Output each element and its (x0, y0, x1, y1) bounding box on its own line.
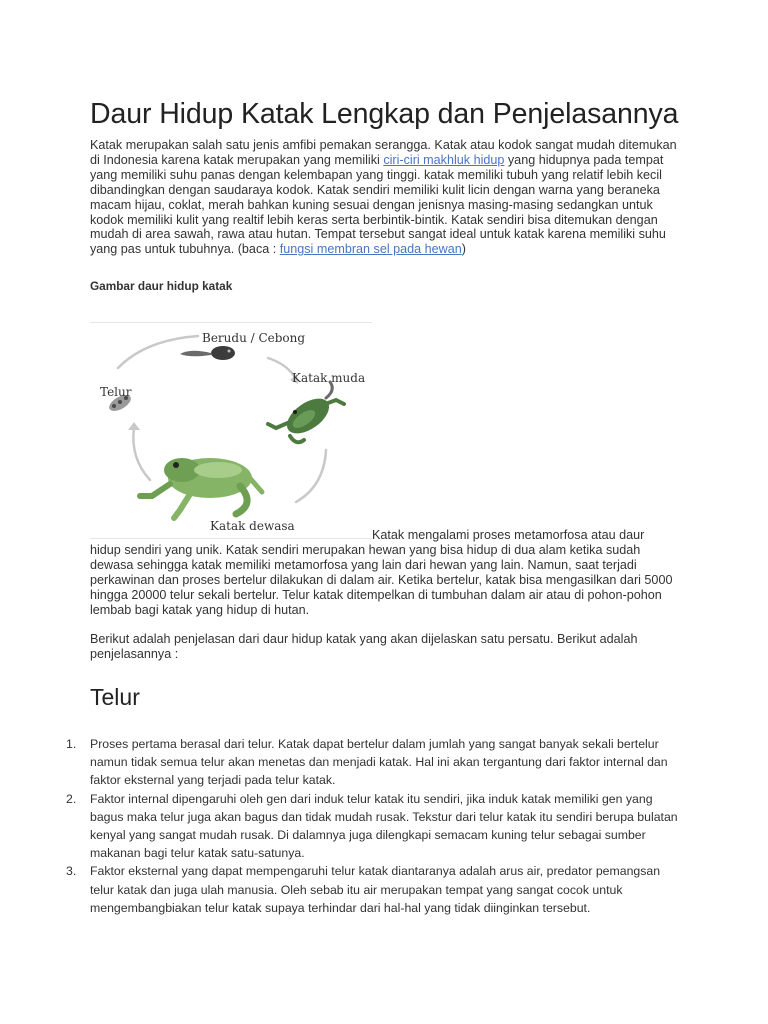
young-frog-icon (268, 382, 344, 442)
list-number: 3. (66, 864, 77, 879)
list-item (66, 735, 686, 790)
intro-paragraph (90, 138, 685, 257)
label-tadpole: Berudu / Cebong (202, 331, 306, 345)
figure-caption: Gambar daur hidup katak (90, 279, 233, 293)
intro-text-1: Katak merupakan salah satu jenis amfibi pemakan serangga. Katak atau kodok sangat mudah ditemukan di Indonesia karena katak merupakan yang memiliki (90, 138, 677, 167)
intro-text-2: yang hidupnya pada tempat yang memiliki suhu panas dengan kelembapan yang tinggi. katak memiliki tubuh yang relatif lebih kecil dibandingkan dengan saudaraya kodok. Katak sendiri memiliki kulit licin dengan warna yang beraneka macam hijau, coklat, merah bahkan kuning sesuai dengan jenisnya masing-masing sedangkan untuk kodok memiliki kulit yang realtif lebih keras serta berbintik-bintik. Katak sendiri bisa ditemukan dengan mudah di area sawah, rawa atau hutan. Tempat tersebut sangat ideal untuk katak karena memiliki suhu yang pas untuk tubuhnya. (baca : (90, 152, 666, 257)
figure-top-divider (90, 322, 372, 323)
list-number: 2. (66, 791, 77, 806)
adult-frog-icon (140, 458, 262, 518)
telur-list (66, 735, 686, 917)
label-adult-frog: Katak dewasa (210, 519, 295, 533)
arrowhead-egg (128, 422, 140, 430)
section-heading-telur: Telur (90, 684, 140, 710)
list-item-text: Faktor eksternal yang dapat mempengaruhi telur katak diantaranya adalah arus air, predator pemangsan telur katak dan juga ulah manusia. Oleh sebab itu air merupakan tempat yang sangat cocok untuk mengembangbiakan telur katak supaya terhindar dari hal-hal yang tidak diinginkan tersebut. (90, 864, 661, 915)
cycle-arrow-tadpole-to-young (268, 358, 294, 376)
list-item-text: Proses pertama berasal dari telur. Katak dapat bertelur dalam jumlah yang sangat banyak sekali bertelur namun tidak semua telur akan menetas dan menjadi katak. Hal ini akan tergantung dari faktor internal dan faktor eksternal yang terjadi pada telur katak. (90, 737, 668, 788)
list-item-text: Faktor internal dipengaruhi oleh gen dari induk telur katak itu sendiri, jika induk katak memiliki gen yang bagus maka telur juga akan bagus dan tidak mudah rusak. Tekstur dari telur katak itu sendiri berupa bulatan kenyal yang sangat mudah rusak. Di dalamnya juga dilengkapi semacam kuning telur sebagai sumber makanan bagi telur katak satu-satunya. (90, 791, 678, 861)
list-number: 1. (66, 737, 77, 751)
metamorphosis-paragraph: hidup sendiri yang unik. Katak sendiri merupakan hewan yang bisa hidup di dua alam ketika sudah dewasa sehingga katak memiliki metamorfosa yang lain dari hewan yang lain. Namun, saat terjadi perkawinan dan proses bertelur dilakukan di dalam air. Ketika bertelur, katak bisa mengasilkan dari 5000 hingga 20000 telur sekali bertelur. Telur katak ditempelkan di tumbuhan dalam air atau di pohon-pohon lembab bagi katak yang hidup di hutan. (90, 543, 673, 617)
life-cycle-diagram (90, 318, 372, 540)
label-egg: Telur (100, 385, 132, 399)
link-ciri-ciri-makhluk-hidup[interactable]: ciri-ciri makhluk hidup (383, 152, 505, 167)
cycle-arrow-adult-to-egg (133, 428, 150, 480)
list-item (66, 790, 686, 863)
frog-life-cycle-figure (90, 318, 372, 540)
explanation-paragraph: Berikut adalah penjelasan dari daur hidup katak yang akan dijelaskan satu persatu. Berikut adalah penjelasannya : (90, 632, 638, 661)
link-fungsi-membran-sel[interactable]: fungsi membran sel pada hewan (279, 242, 462, 257)
label-young-frog: Katak muda (292, 371, 366, 385)
page-title: Daur Hidup Katak Lengkap dan Penjelasannya (90, 98, 679, 130)
cycle-arrow-young-to-adult (296, 450, 326, 502)
tadpole-icon (180, 346, 235, 360)
metamorphosis-first-line: Katak mengalami proses metamorfosa atau daur (372, 528, 645, 542)
list-item (66, 862, 686, 917)
figure-bottom-divider (90, 538, 372, 539)
intro-text-3: ) (461, 242, 466, 257)
